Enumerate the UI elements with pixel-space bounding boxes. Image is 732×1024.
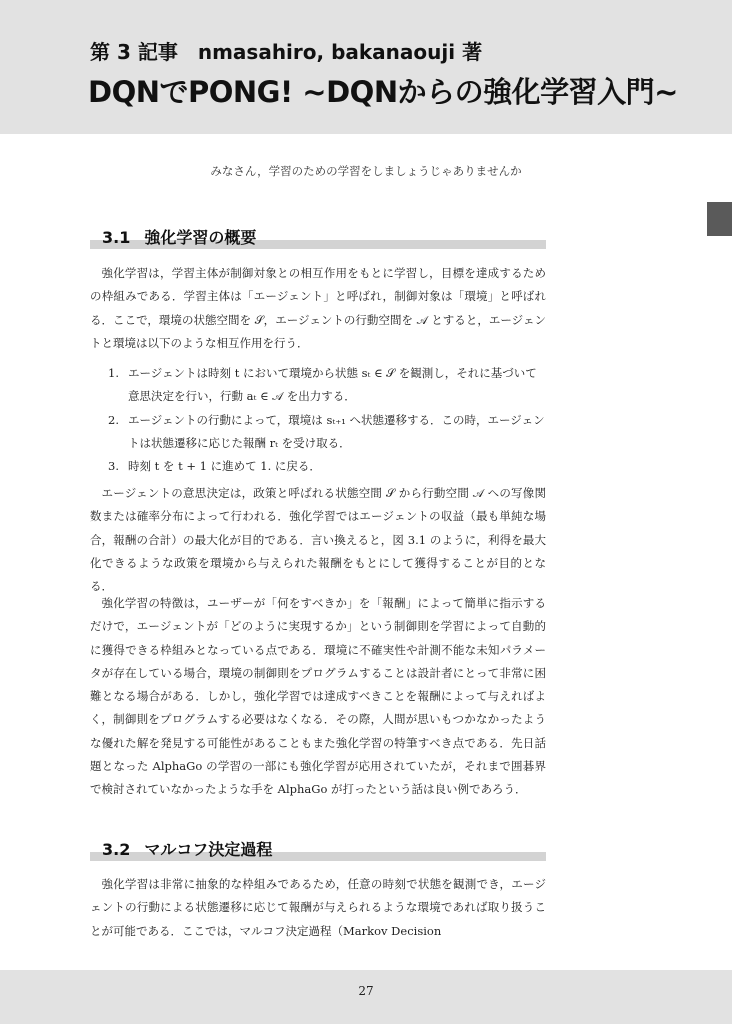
page-footer — [0, 970, 732, 1024]
paragraph: 強化学習の特徴は，ユーザーが「何をすべきか」を「報酬」によって簡単に指示するだけで，エージェントが「どのように実現するか」という制御則を学習によって自動的に獲得できる枠組みとなっている点である．環境に不確実性や計測不能な未知パラメータが存在している場合，環境の制御則をプログラムすることは設計者にとって非常に困難となる場合がある．しかし，強化学習では達成すべきことを報酬によって与えればよく，制御則をプログラムする必要はなくなる．その際，人間が思いもつかなかったような優れた解を発見する可能性があることもまた強化学習の特筆すべき点である．先日話題となった AlphaGo の学習の一部にも強化学習が応用されていたが，それまで囲碁界で検討されていなかったような手を AlphaGo が打ったという話は良い例であろう． — [90, 596, 546, 797]
section-title: マルコフ決定過程 — [144, 840, 273, 859]
chapter-title: DQNでPONG! ~DQNからの強化学習入門~ — [88, 75, 678, 109]
section-heading-3-2 — [90, 841, 546, 861]
epigraph: みなさん，学習のための学習をしましょうじゃありませんか — [210, 164, 522, 178]
chapter-header — [0, 0, 732, 134]
paragraph: 強化学習は非常に抽象的な枠組みであるため，任意の時刻で状態を観測でき，エージェントの行動による状態遷移に応じて報酬が与えられるような環境であれば取り扱うことが可能である．ここでは，マルコフ決定過程（Markov Decision — [90, 877, 546, 938]
paragraph: 強化学習は，学習主体が制御対象との相互作用をもとに学習し，目標を達成するための枠組みである．学習主体は「エージェント」と呼ばれ，制御対象は「環境」と呼ばれる．ここで，環境の状態空間を 𝒮，エージェントの行動空間を 𝒜 とすると，エージェントと環境は以下のような相互作用を行う． — [90, 266, 546, 350]
section-heading-3-1 — [90, 229, 546, 249]
page-number: 27 — [358, 984, 374, 998]
list-item: 2. エージェントの行動によって，環境は sₜ₊₁ へ状態遷移する．この時，エージェントは状態遷移に応じた報酬 rₜ を受け取る． — [108, 412, 545, 450]
chapter-author-line: 第 3 記事 nmasahiro, bakanaouji 著 — [90, 40, 483, 64]
paragraph: エージェントの意思決定は，政策と呼ばれる状態空間 𝒮 から行動空間 𝒜 への写像関数または確率分布によって行われる．強化学習ではエージェントの収益（最も単純な場合，報酬の合計）の最大化が目的である．言い換えると，図 3.1 のように，利得を最大化できるような政策を環境から与えられた報酬をもとにして獲得することが目的となる． — [90, 486, 546, 594]
list-item: 3. 時刻 t を t + 1 に進めて 1. に戻る． — [108, 459, 321, 474]
thumb-index-tab — [707, 202, 732, 236]
section-title: 強化学習の概要 — [144, 228, 257, 247]
section-number: 3.2 — [102, 840, 131, 859]
section-number: 3.1 — [102, 228, 131, 247]
list-item: 1. エージェントは時刻 t において環境から状態 sₜ ∈ 𝒮 を観測し，それに基づいて意思決定を行い，行動 aₜ ∈ 𝒜 を出力する． — [108, 366, 537, 404]
numbered-list — [108, 362, 548, 478]
